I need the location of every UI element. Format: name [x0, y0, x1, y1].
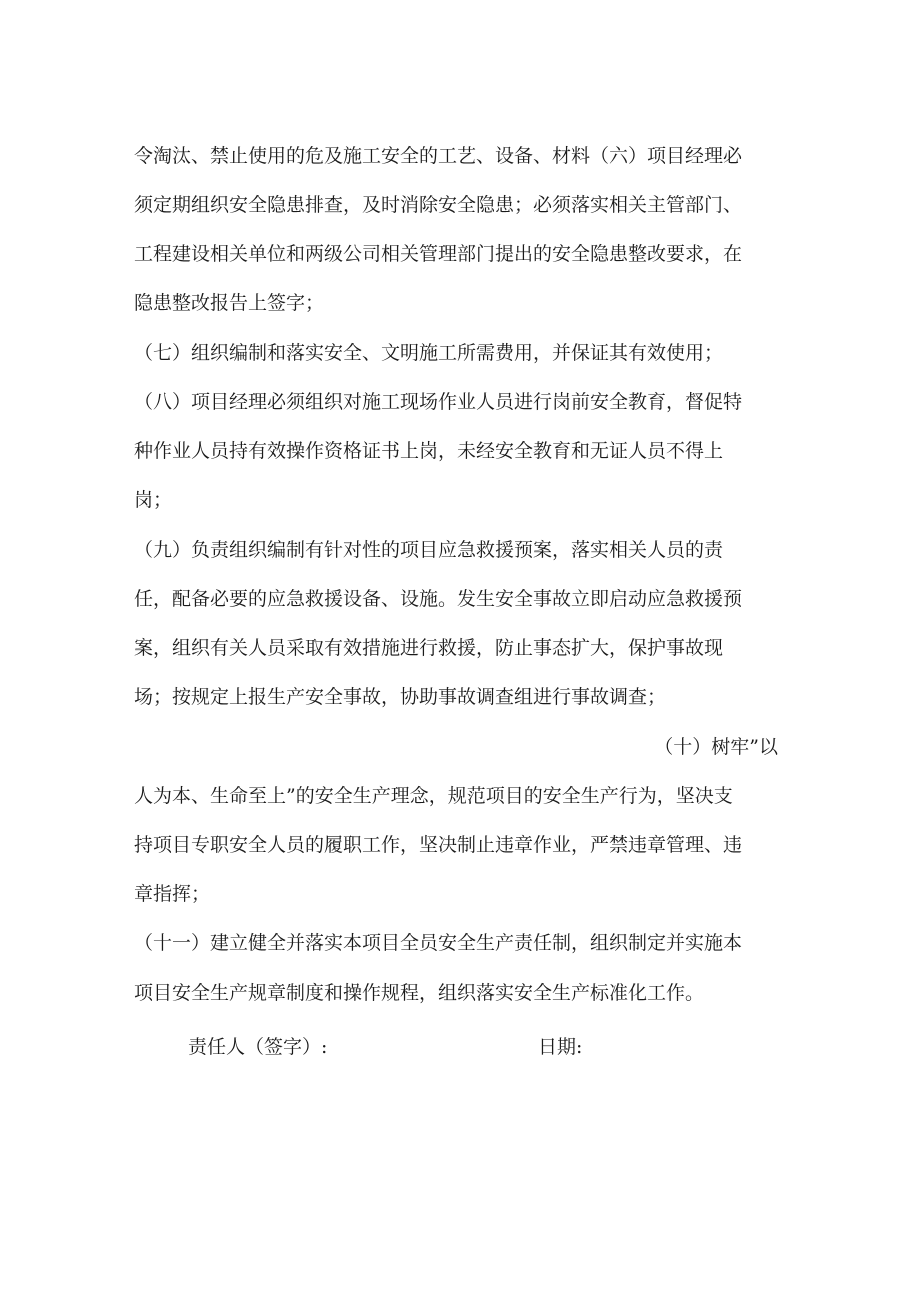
text-line: 场；按规定上报生产安全事故，协助事故调查组进行事故调查； [134, 686, 667, 708]
text-line: 种作业人员持有效操作资格证书上岗，未经安全教育和无证人员不得上 [134, 440, 724, 462]
text-line: 章指挥； [134, 883, 211, 905]
signature-label: 责任人（签字）: [188, 1036, 328, 1058]
text-line: 持项目专职安全人员的履职工作，坚决制止违章作业，严禁违章管理、违 [134, 834, 743, 856]
text-line: 人为本、生命至上”的安全生产理念，规范项目的安全生产行为，坚决支 [134, 785, 733, 807]
text-line: 岗； [134, 489, 173, 511]
text-line: 项目安全生产规章制度和操作规程，组织落实安全生产标准化工作。 [134, 982, 705, 1004]
text-line: 任，配备必要的应急救援设备、设施。发生安全事故立即启动应急救援预 [134, 588, 743, 610]
text-line: （七）组织编制和落实安全、文明施工所需费用，并保证其有效使用； [134, 342, 724, 364]
text-line: 隐患整改报告上签字； [134, 292, 325, 314]
text-line: 工程建设相关单位和两级公司相关管理部门提出的安全隐患整改要求，在 [134, 243, 743, 265]
text-line: （十一）建立健全并落实本项目全员安全生产责任制，组织制定并实施本 [134, 932, 743, 954]
text-line: 须定期组织安全隐患排查，及时消除安全隐患；必须落实相关主管部门、 [134, 194, 743, 216]
text-line: （八）项目经理必须组织对施工现场作业人员进行岗前安全教育，督促特 [134, 391, 743, 413]
text-line: （十）树牢”以 [654, 736, 778, 758]
text-line: 令淘汰、禁止使用的危及施工安全的工艺、设备、材料（六）项目经理必 [134, 145, 743, 167]
text-line: 案，组织有关人员采取有效措施进行救援，防止事态扩大，保护事故现 [134, 637, 724, 659]
date-label: 日期: [538, 1036, 583, 1058]
text-line: （九）负责组织编制有针对性的项目应急救援预案，落实相关人员的责 [134, 539, 724, 561]
